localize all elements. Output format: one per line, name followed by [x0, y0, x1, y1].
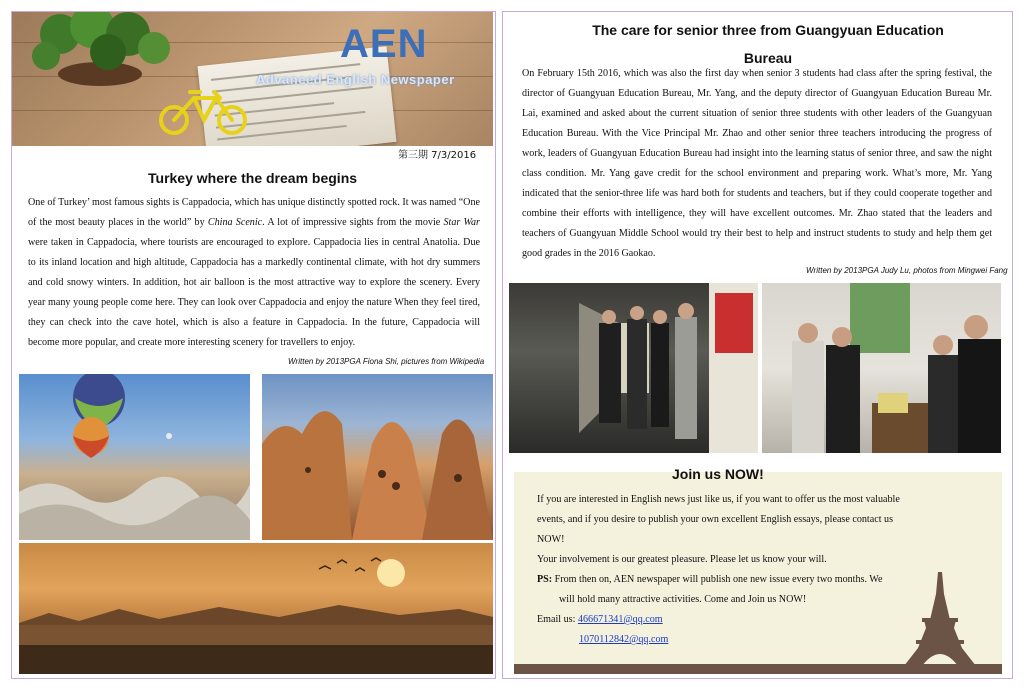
join-ps-line-2: will hold many attractive activities. Come and Join us NOW!: [559, 594, 807, 605]
masthead-subtitle: Advanced English Newspaper: [256, 72, 455, 87]
potted-plant-icon: [30, 12, 180, 90]
email-link-2[interactable]: 1070112842@qq.com: [579, 634, 669, 645]
source-name: China Scenic: [207, 217, 263, 228]
turkey-byline: Written by 2013PGA Fiona Shi, pictures from Wikipedia: [288, 357, 485, 366]
cappadocia-rocks-photo: [262, 374, 493, 540]
join-us-text: [537, 490, 909, 650]
bicycle-icon: [154, 86, 254, 136]
eiffel-tower-icon: [892, 572, 988, 666]
issue-date: 第三期 7/3/2016: [398, 150, 477, 161]
email-link-1[interactable]: 466671341@qq.com: [577, 614, 663, 625]
turkey-article-title: Turkey where the dream begins: [148, 170, 358, 186]
care-article-title: The care for senior three from Guangyuan Education Bureau: [592, 22, 944, 66]
email-line-2: [537, 630, 909, 650]
email-line: Email us: 466671341@qq.com: [537, 614, 663, 625]
join-paragraph-2: Your involvement is our greatest pleasure. Please let us know your will.: [537, 554, 827, 565]
office-meeting-photo: [762, 283, 1001, 453]
masthead-banner: [12, 12, 493, 146]
hot-air-balloon-photo: [19, 374, 250, 540]
corridor-photo: [509, 283, 758, 453]
care-byline: Written by 2013PGA Judy Lu, photos from Mingwei Fang: [806, 266, 1008, 275]
movie-name: Star War: [443, 217, 480, 228]
join-paragraph-1: If you are interested in English news just like us, if you want to offer us the most valuable events, and if you desire to publish your own excellent English essays, please contact us NOW!: [537, 494, 900, 545]
ground-strip: [514, 664, 1002, 674]
aen-logo: AEN: [340, 22, 428, 66]
join-ps-line: PS: From then on, AEN newspaper will publish one new issue every two months. We: [537, 574, 883, 585]
join-us-title: Join us NOW!: [672, 466, 764, 482]
care-article-body: On February 15th 2016, which was also the first day when senior 3 students had class after the spring festival, the director of Guangyuan Education Bureau, Mr. Yang, and the deputy director of Guangyuan Education Bureau Mr. Lai, examined and asked about the current situation of senior three students with other leaders of the Guangyuan Education Bureau. With the Vice Principal Mr. Zhao and other senior three teachers introducing the progress of work, leaders of Guangyuan Education Bureau had insight into the learning status of senior three, and saw the night class condition. Mr. Yang gave credit for the school environment and preparing work. What’s more, Mr. Yang indicated that the senior-three life was hard both for students and teachers, but if they could cooperate together and combine their efforts with intelligence, they will have excellent outcomes. Mr. Zhao stated that the leaders and teachers of Guangyuan Middle School would try their best to help and instruct students to study and help them get good grades in the 2016 Gaokao.: [522, 68, 992, 259]
istanbul-sunset-photo: [19, 543, 493, 674]
turkey-article-body: One of Turkey’ most famous sights is Cappadocia, which has unique distinctly spotted rock. It was named “One of the most beauty places in the world” by China Scenic. A lot of impressive sights from the movie Star War were taken in Cappadocia, where tourists are encouraged to explore. Cappadocia lies in central Anatolia. Due to its inland location and high altitude, Cappadocia has a markedly continental climate, with hot dry summers and cold snowy winters. In addition, hot air balloon is the most attractive way to explore the scenery. Every year many young people come here. They can look over Cappadocia and enjoy the nature When they feel tired, they can check into the cave hotel, which is also a feature in Cappadocia. In the future, Cappadocia will become more popular, and create more interesting scenery for travellers to enjoy.: [28, 197, 480, 348]
